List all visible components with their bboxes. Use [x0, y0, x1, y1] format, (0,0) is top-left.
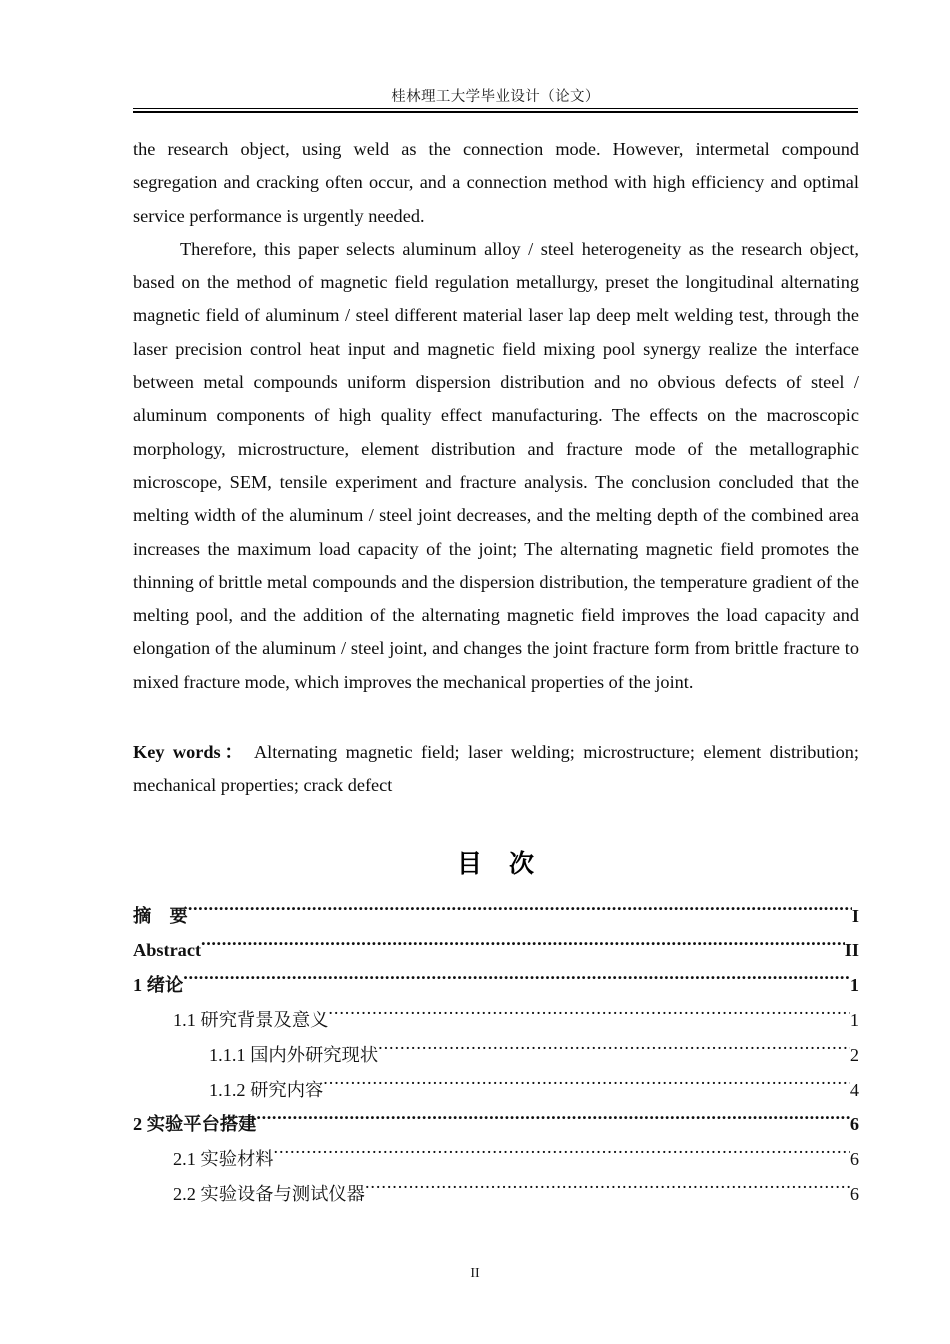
toc-entry[interactable] — [133, 933, 859, 968]
toc-entry-label: 1 绪论 — [133, 975, 184, 996]
toc-entry-page: II — [844, 940, 859, 961]
toc-entry-page: 1 — [849, 975, 859, 996]
toc-dot-leader — [378, 1043, 850, 1061]
toc-entry-page: 4 — [849, 1079, 859, 1100]
page-number: II — [470, 1266, 480, 1281]
toc-entry-label: 摘 要 — [133, 905, 188, 926]
toc-entry[interactable] — [133, 968, 859, 1003]
toc-dot-leader — [323, 1077, 850, 1095]
toc-entry[interactable] — [133, 1142, 859, 1177]
toc-entry-page: 6 — [849, 1149, 859, 1170]
toc-entry-page: 1 — [849, 1010, 859, 1031]
toc-entry-label: 1.1.2 研究内容 — [209, 1079, 324, 1100]
keywords-label: Key words： — [133, 742, 247, 763]
header-rule-thin — [133, 108, 858, 109]
toc-entry[interactable] — [133, 1073, 859, 1108]
toc-dot-leader — [183, 973, 850, 991]
toc-entry[interactable] — [133, 1177, 859, 1212]
toc-entry-label: 1.1.1 国内外研究现状 — [209, 1044, 379, 1065]
toc-list — [133, 899, 859, 1212]
toc-entry-page: 6 — [849, 1114, 859, 1135]
toc-entry[interactable] — [133, 1003, 859, 1038]
toc-dot-leader — [201, 938, 845, 956]
toc-dot-leader — [328, 1008, 849, 1026]
toc-dot-leader — [365, 1182, 850, 1200]
page-content — [133, 133, 859, 1212]
toc-dot-leader — [274, 1147, 850, 1165]
toc-entry[interactable] — [133, 1107, 859, 1142]
toc-heading: 目 次 — [456, 850, 535, 878]
page-header — [133, 88, 858, 113]
keywords-block — [133, 736, 859, 803]
toc-entry-page: 6 — [849, 1184, 859, 1205]
toc-entry-page: 2 — [849, 1044, 859, 1065]
toc-entry-page: I — [851, 905, 859, 926]
toc-entry[interactable] — [133, 899, 859, 934]
toc-entry-label: Abstract — [133, 940, 202, 961]
header-rule-thick — [133, 111, 858, 113]
toc-entry-label: 2 实验平台搭建 — [133, 1114, 257, 1135]
keywords-value: Alternating magnetic field; laser welding; microstructure; element distribution; mechanical properties; crack defect — [133, 742, 859, 796]
header-title: 桂林理工大学毕业设计（论文） — [391, 89, 600, 105]
toc-dot-leader — [188, 903, 852, 921]
toc-dot-leader — [256, 1112, 849, 1130]
toc-entry-label: 1.1 研究背景及意义 — [173, 1010, 329, 1031]
toc-entry-label: 2.2 实验设备与测试仪器 — [173, 1184, 365, 1205]
toc-entry[interactable] — [133, 1038, 859, 1073]
toc-entry-label: 2.1 实验材料 — [173, 1149, 274, 1170]
abstract-paragraph-continuation: the research object, using weld as the connection mode. However, intermetal compound segregation and cracking often occur, and a connection method with high efficiency and optimal service performance is urgently needed. — [133, 139, 859, 226]
abstract-paragraph-main: Therefore, this paper selects aluminum alloy / steel heterogeneity as the research object, based on the method of magnetic field regulation metallurgy, preset the longitudinal alternating magnetic field of aluminum / steel different material laser lap deep melt welding test, through the laser precision control heat input and magnetic field mixing pool synergy realize the interface between metal compounds uniform dispersion distribution and no obvious defects of steel / aluminum components of high quality effect manufacturing. The effects on the macroscopic morphology, microstructure, element distribution and fracture mode of the metallographic microscope, SEM, tensile experiment and fracture analysis. The conclusion concluded that the melting width of the aluminum / steel joint decreases, and the melting depth of the combined area increases the maximum load capacity of the joint; The alternating magnetic field promotes the thinning of brittle metal compounds and the dispersion distribution, the temperature gradient of the melting pool, and the addition of the alternating magnetic field improves the load capacity and elongation of the aluminum / steel joint, and changes the joint fracture form from brittle fracture to mixed fracture mode, which improves the mechanical properties of the joint. — [133, 238, 859, 692]
